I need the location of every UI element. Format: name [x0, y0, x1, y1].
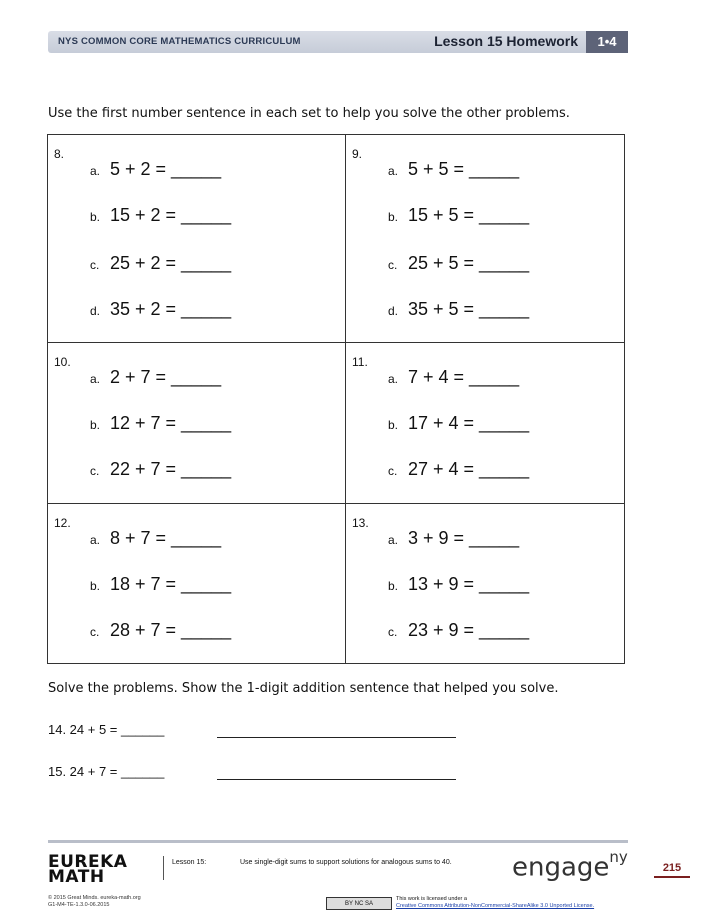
item-label: a. — [90, 372, 101, 386]
item-label: a. — [388, 372, 399, 386]
copyright-line-2: G1-M4-TE-1.3.0-06.2015 — [48, 902, 110, 908]
lesson-title: Lesson 15 Homework — [434, 33, 578, 49]
item-equation: 8 + 7 = _____ — [110, 528, 222, 548]
footer-lesson-label: Lesson 15: — [172, 859, 207, 866]
item-equation: 12 + 7 = _____ — [110, 413, 232, 433]
logo-line-1: EUREKA — [48, 852, 128, 872]
problem-item — [388, 528, 519, 549]
problem-number: 11. — [352, 355, 368, 369]
item-label: b. — [90, 418, 101, 432]
problem-item — [388, 253, 529, 274]
item-equation: 5 + 5 = _____ — [408, 159, 520, 179]
license-link[interactable]: Creative Commons Attribution-NonCommercial-ShareAlike 3.0 Unported License. — [396, 903, 595, 909]
problem-item — [388, 367, 519, 388]
answer-line — [217, 737, 456, 738]
item-label: c. — [388, 625, 398, 639]
instructions: Use the first number sentence in each set to help you solve the other problems. — [48, 106, 570, 121]
problem-item — [388, 459, 529, 480]
problem-item — [388, 205, 529, 226]
item-equation: 17 + 4 = _____ — [408, 413, 530, 433]
item-label: a. — [388, 164, 399, 178]
problem-item — [90, 459, 231, 480]
problem-item — [90, 205, 231, 226]
problem-12 — [48, 504, 345, 664]
item-equation: 3 + 9 = _____ — [408, 528, 520, 548]
item-equation: 35 + 5 = _____ — [408, 299, 530, 319]
item-equation: 18 + 7 = _____ — [110, 574, 232, 594]
item-equation: 5 + 2 = _____ — [110, 159, 222, 179]
footer-divider — [163, 856, 164, 880]
module-badge: 1•4 — [586, 31, 628, 53]
problem-item — [90, 299, 231, 320]
item-label: b. — [90, 579, 101, 593]
eureka-math-logo — [48, 852, 128, 887]
item-equation: 15 + 5 = _____ — [408, 205, 530, 225]
problem-11 — [346, 343, 626, 503]
problem-item — [90, 159, 221, 180]
problem-10 — [48, 343, 345, 503]
copyright-line-1: © 2015 Great Minds. eureka-math.org — [48, 895, 141, 901]
item-label: b. — [388, 579, 399, 593]
problem-item — [388, 299, 529, 320]
item-label: c. — [90, 464, 100, 478]
engage-text: engage — [512, 852, 610, 883]
problem-number: 13. — [352, 516, 369, 530]
item-equation: 2 + 7 = _____ — [110, 367, 222, 387]
footer-rule — [48, 840, 628, 843]
item-equation: 35 + 2 = _____ — [110, 299, 232, 319]
item-equation: 27 + 4 = _____ — [408, 459, 530, 479]
item-label: a. — [90, 164, 101, 178]
answer-line — [217, 779, 456, 780]
item-equation: 7 + 4 = _____ — [408, 367, 520, 387]
problem-item — [90, 528, 221, 549]
curriculum-title: NYS COMMON CORE MATHEMATICS CURRICULUM — [58, 36, 301, 47]
problem-13 — [346, 504, 626, 664]
ny-text: ny — [609, 848, 628, 866]
problem-grid — [47, 134, 625, 664]
problem-9 — [346, 135, 626, 342]
item-label: c. — [388, 464, 398, 478]
problem-item — [388, 574, 529, 595]
problem-number: 12. — [54, 516, 71, 530]
header-bar — [48, 31, 628, 53]
problem-item — [388, 620, 529, 641]
problem-item — [388, 159, 519, 180]
item-label: a. — [90, 533, 101, 547]
problem-14: 14. 24 + 5 = ______ — [48, 722, 165, 737]
item-label: d. — [90, 304, 101, 318]
item-label: c. — [90, 258, 100, 272]
license-line-1: This work is licensed under a — [396, 896, 467, 902]
solve-instructions: Solve the problems. Show the 1-digit addition sentence that helped you solve. — [48, 681, 559, 696]
footer-lesson-description: Use single-digit sums to support solutions for analogous sums to 40. — [240, 859, 452, 866]
item-label: a. — [388, 533, 399, 547]
problem-item — [90, 620, 231, 641]
item-label: b. — [388, 418, 399, 432]
page-number: 215 — [654, 862, 690, 878]
problem-item — [90, 367, 221, 388]
item-equation: 25 + 2 = _____ — [110, 253, 232, 273]
item-equation: 13 + 9 = _____ — [408, 574, 530, 594]
problem-item — [90, 413, 231, 434]
item-equation: 25 + 5 = _____ — [408, 253, 530, 273]
logo-line-2: MATH — [48, 867, 105, 887]
problem-number: 8. — [54, 147, 65, 161]
item-equation: 22 + 7 = _____ — [110, 459, 232, 479]
problem-item — [388, 413, 529, 434]
engageny-logo — [512, 848, 628, 883]
item-equation: 15 + 2 = _____ — [110, 205, 232, 225]
cc-license-icon: BY NC SA — [326, 897, 392, 910]
license-text — [396, 896, 594, 910]
item-label: b. — [90, 210, 101, 224]
item-label: c. — [90, 625, 100, 639]
problem-number: 9. — [352, 147, 363, 161]
item-label: d. — [388, 304, 399, 318]
problem-8 — [48, 135, 345, 342]
item-equation: 23 + 9 = _____ — [408, 620, 530, 640]
problem-item — [90, 574, 231, 595]
item-label: c. — [388, 258, 398, 272]
item-equation: 28 + 7 = _____ — [110, 620, 232, 640]
problem-15: 15. 24 + 7 = ______ — [48, 764, 165, 779]
problem-item — [90, 253, 231, 274]
item-label: b. — [388, 210, 399, 224]
copyright — [48, 895, 141, 909]
problem-number: 10. — [54, 355, 71, 369]
